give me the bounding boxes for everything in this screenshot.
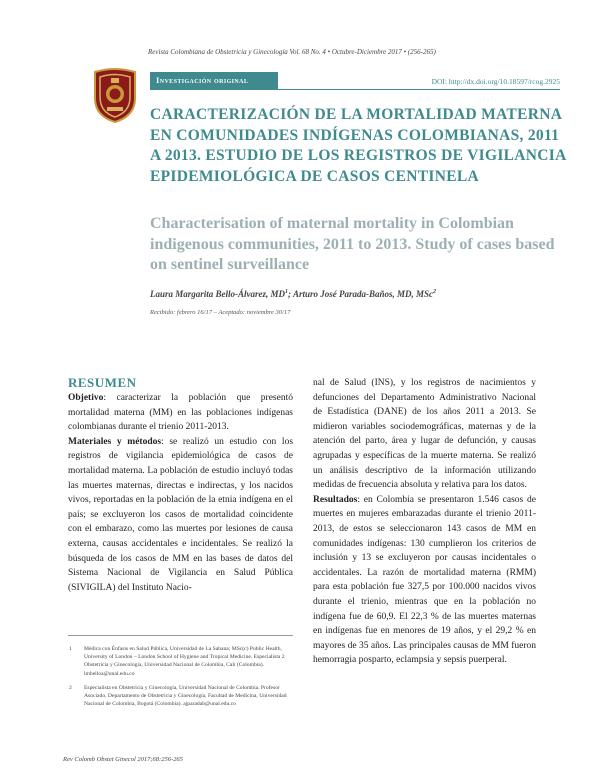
footnote-text: Médica con Énfasis en Salud Pública, Universidad de La Sabana; MSc(c) Public Health, University of London – London School of Hygiene and Tropical Medicine. Especialista 2 Obstetricia y Ginecología, Universidad Nacional de Colombia, Cali (Colombia). lmbelloa@unal.edu.co	[84, 646, 285, 677]
title-spanish: CARACTERIZACIÓN DE LA MORTALIDAD MATERNA EN COMUNIDADES INDÍGENAS COLOMBIANAS, 2011 A 2013. ESTUDIO DE LOS REGISTROS DE VIGILANCIA EPIDEMIOLÓGICA DE CASOS CENTINELA	[150, 106, 566, 185]
title-english: Characterisation of maternal mortality in Colombian indigenous communities, 2011 to 2013. Study of cases based on sentinel surveillance	[150, 215, 555, 273]
section-label: Investigación original	[150, 72, 278, 89]
results-label: Resultados	[313, 494, 358, 505]
footnote-2	[69, 684, 294, 709]
author-2: Arturo José Parada-Baños, MD, MSc	[292, 289, 433, 299]
abstract-left-column	[68, 391, 293, 595]
author-1-affiliation: 1	[285, 289, 289, 295]
journal-logo	[90, 68, 140, 124]
objective-text: : caracterizar la población que presentó mortalidad materna (MM) en las poblaciones indígenas colombianas durante el trienio 2011-2013.	[68, 393, 293, 433]
methods-continued: nal de Salud (INS), y los registros de nacimientos y defunciones del Departamento Administrativo Nacional de Estadística (DANE) de los años 2011 a 2013. Se midieron variables sociodemográficas, maternas y de la atención del parto, área y lugar de defunción, y causas agrupadas y específicas de la muerte materna. Se realizó un análisis descriptivo de la información utilizando medidas de frecuencia absoluta y relativa para los datos.	[313, 378, 536, 491]
objective-label: Objetivo	[68, 393, 104, 403]
author-2-affiliation: 2	[432, 289, 436, 295]
abstract-heading: RESUMEN	[68, 375, 137, 390]
results-text: : en Colombia se presentaron 1.546 casos de muertes en mujeres embarazadas durante el trienio 2011-2013, de estos se seleccionaron 143 casos de MM en comunidades indígenas: 130 cumplieron los criterios de inclusión y 13 se excluyeron por causas incidentales o accidentales. La razón de mortalidad materna (RMM) para esta población fue 327,5 por 100.000 nacidos vivos durante el trienio, mientras que en la población no indígena fue de 60,9. El 22,3 % de las muertes maternas en indígenas fue en menores de 19 años, y el 29,2 % en mayores de 35 años. Las principales causas de MM fueron hemorragia posparto, eclampsia y sepsis puerperal.	[313, 494, 536, 666]
header-divider	[150, 89, 560, 90]
received-accepted-dates: Recibido: febrero 16/17 – Aceptado: noviembre 30/17	[150, 309, 291, 316]
doi-link[interactable]: DOI: http://dx.doi.org/10.18597/rcog.2925	[431, 77, 560, 86]
footnote-1	[69, 645, 294, 678]
page-footer: Rev Colomb Obstet Ginecol 2017;68:256-265	[63, 756, 183, 763]
footnote-number: 2	[69, 685, 72, 691]
methods-label: Materiales y métodos	[68, 436, 162, 447]
author-separator: ;	[288, 289, 293, 299]
methods-text: : se realizó un estudio con los registros de vigilancia epidemiológica de casos de mortalidad materna. La población de estudio incluyó todas las muertes maternas, directas e indirectas, y los nacidos vivos, reportadas en la población de la etnia indígena en el país; se excluyeron los casos de mortalidad coincidente con el embarazo, como las muertes por lesiones de causa externa, causas accidentales e incidentales. Se realizó la búsqueda de los casos de MM en las bases de datos del Sistema Nacional de Vigilancia en Salud Pública (SIVIGILA) del Instituto Nacio-	[68, 436, 294, 593]
footnote-text: Especialista en Obstetricia y Ginecología, Universidad Nacional de Colombia. Profesor Asociado, Departamento de Obstetricia y Ginecología, Facultad de Medicina, Universidad Nacional de Colombia, Bogotá (Colombia). ajparadab@unal.edu.co	[84, 685, 287, 708]
footnote-number: 1	[69, 646, 72, 652]
footnote-divider	[68, 635, 293, 636]
authors	[150, 289, 570, 299]
journal-header: Revista Colombiana de Obstetricia y Ginecología Vol. 68 No. 4 • Octubre-Diciembre 2017 • (256-265)	[148, 48, 436, 56]
abstract-right-column	[313, 376, 536, 668]
author-1: Laura Margarita Bello-Álvarez, MD	[150, 289, 286, 299]
